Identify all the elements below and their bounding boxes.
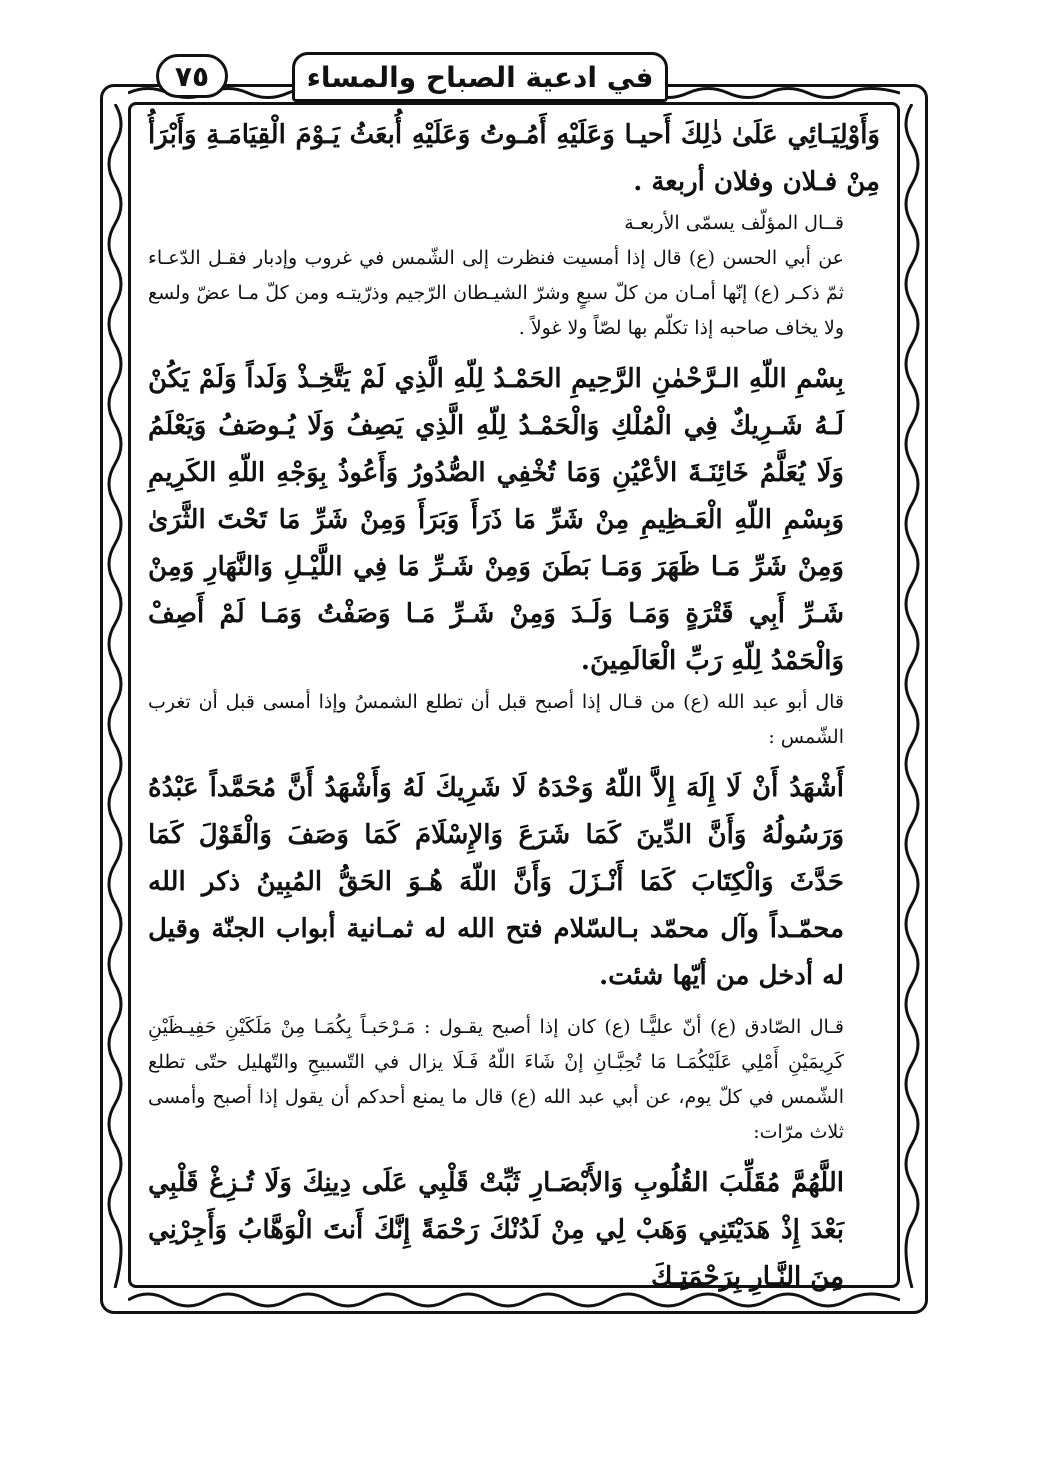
header-title-box [292, 52, 668, 102]
narration-text: قال أبو عبد الله (ع) من قـال إذا أصبح قبل أن تطلع الشمسُ وإذا أمسى قبل أن تغرب الشّمس : [148, 691, 844, 748]
page-number: ٧٥ [174, 59, 210, 93]
supplication-text: وَأَوْلِيَـائِي عَلَىٰ ذٰلِكَ أَحيـا وَعَلَيْهِ أَمُـوتُ وَعَلَيْهِ أُبعَثُ يَـوْمَ الْقِيَامَـةِ وَأَبْرَأُ مِنْ فـلان وفلان أربعة . [148, 120, 880, 197]
page-title: في ادعية الصباح والمساء [306, 60, 654, 94]
supplication-text: أَشْهَدُ أَنْ لَا إِلَهَ إِلاَّ اللّهُ وَحْدَهُ لَا شَرِيكَ لَهُ وَأَشْهَدُ أَنَّ مُحَمَّداً عَبْدُهُ وَرَسُولُهُ وَأَنَّ الدِّينَ كَمَا شَرَعَ وَالإِسْلَامَ كَمَا وَصَفَ وَالْقَوْلَ كَمَا حَدَّثَ وَالْكِتَابَ كَمَا أَنْـزَلَ وَأَنَّ اللّهَ هُـوَ الحَقُّ المُبِينُ ذكر الله محمّـداً وآل محمّد بـالسّلام فتح الله له ثمـانية أبواب الجنّة وقيل له أدخل من أيّها شئت. [148, 773, 844, 991]
supplication-text: اللَّهُمَّ مُقَلِّبَ القُلُوبِ وَالأَبْصَـارِ ثَبِّتْ قَلْبِي عَلَى دِينِكَ وَلَا تُـزِغْ قَلْبِي بَعْدَ إِذْ هَدَيْتَنِي وَهَبْ لِي مِنْ لَدُنْكَ رَحْمَةً إِنَّكَ أَنتَ الْوَهَّابُ وَأَجِرْنِي مِنَ النَّـارِ بِرَحْمَتِـكَ [148, 1168, 844, 1292]
narration-text: قــال المؤلّف يسمّى الأربعـة [624, 212, 844, 234]
supplication-text: بِسْمِ اللّهِ الـرَّحْمٰنِ الرَّحِيمِ الحَمْـدُ لِلّهِ الَّذِي لَمْ يَتَّخِـذْ وَلَداً وَلَمْ يَكُنْ لَـهُ شَـرِيكٌ فِي الْمُلْكِ وَالْحَمْـدُ لِلّهِ الَّذِي يَصِفُ وَلَا يُـوصَفُ وَيَعْلَمُ وَلَا يُعَلَّمُ خَائِنَـةَ الأعْيُنِ وَمَا تُخْفِي الصُّدُورُ وَأَعُوذُ بِوَجْهِ اللّهِ الكَرِيمِ وَبِسْمِ اللّهِ الْعَـظِيمِ مِنْ شَرِّ مَا ذَرَأَ وَبَرَأَ وَمِنْ شَرِّ مَا تَحْتَ الثَّرَىٰ وَمِنْ شَرِّ مَـا ظَهَرَ وَمَـا بَطَنَ وَمِنْ شَـرِّ مَا فِي اللَّيْـلِ وَالنَّهَارِ وَمِنْ شَـرِّ أَبِي قَتْرَةٍ وَمَـا وَلَـدَ وَمِنْ شَـرِّ مَـا وَصَفْتُ وَمَـا لَمْ أَصِفْ وَالْحَمْدُ لِلّهِ رَبِّ الْعَالَمِينَ. [148, 364, 844, 676]
narration-text: قـال الصّادق (ع) أنّ عليًّـا (ع) كان إذا أصبح يقـول : مَـرْحَبـاً بِكُمَـا مِنْ مَلَكَيْنِ حَفِيـظَيْنِ كَرِيمَيْنِ أَمْلِي عَلَيْكُمَـا مَا تُحِبَّـانِ إنْ شَاءَ اللّهُ فَـلَا يزال في التّسبيحِ والتّهليل حتّى تطلع الشّمس في كلّ يوم، عن أبي عبد الله (ع) قال ما يمنع أحدكم أن يقول إذا أصبح وأمسى ثلاث مرّات: [148, 1016, 845, 1143]
narration-text: عن أبي الحسن (ع) قال إذا أمسيت فنظرت إلى الشّمس في غروب وإدبار فقـل الدّعـاء ثمّ ذكـر (ع) إنّها أمـان من كلّ سبعٍ وشرّ الشيـطان الرّجيم وذرّيتـه ومن كلّ مـا عضّ ولسع ولا يخاف صاحبه إذا تكلّم بها لصّاً ولا غولاً . [148, 247, 844, 339]
page-number-box [156, 54, 228, 98]
page-body [148, 112, 880, 1292]
